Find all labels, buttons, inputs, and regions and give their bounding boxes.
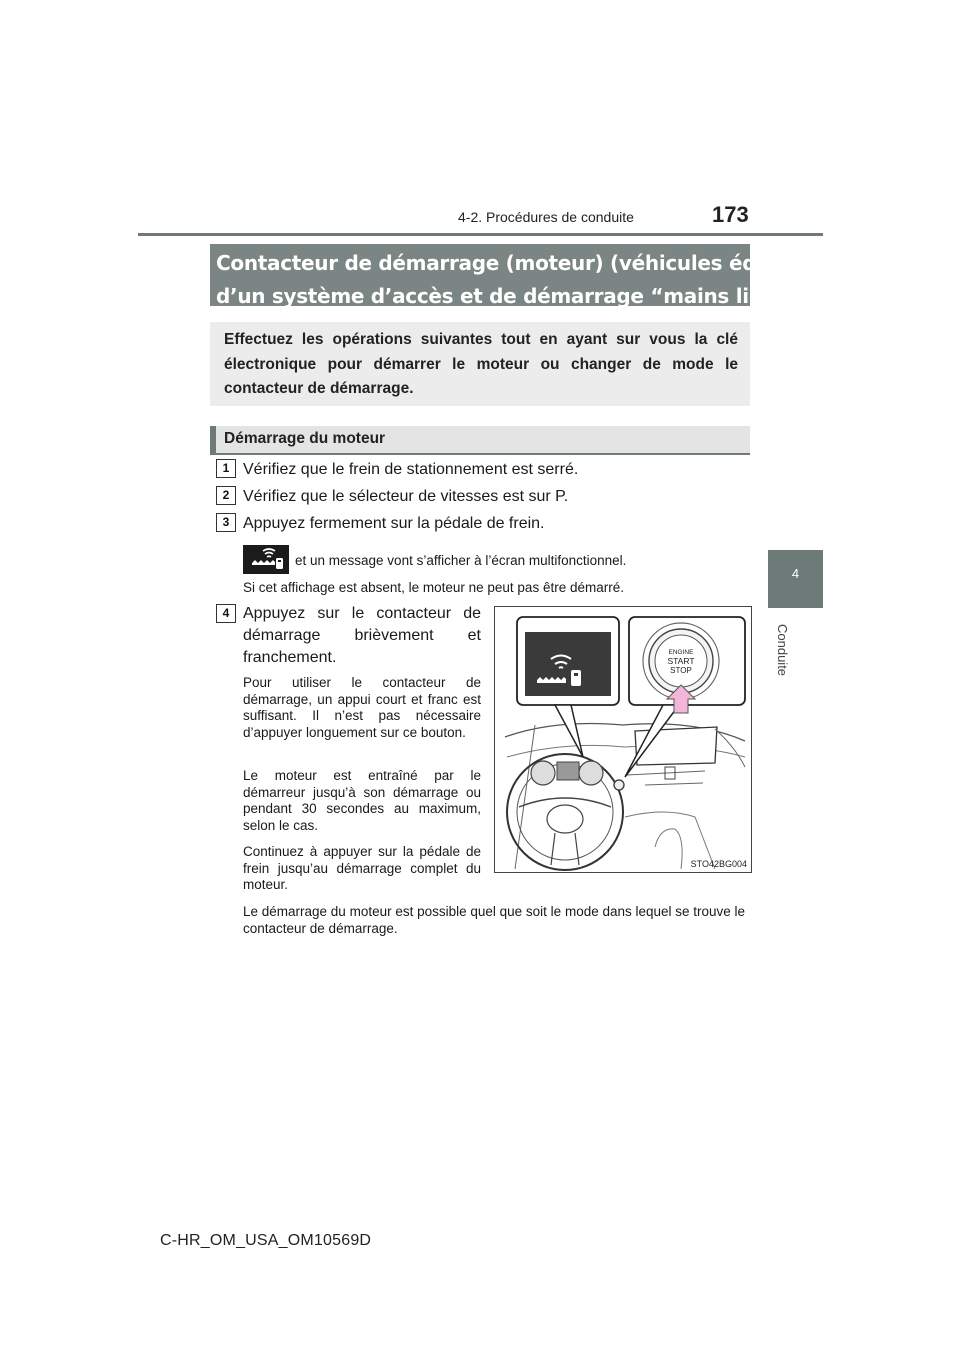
page-title [210, 244, 819, 308]
button-label-start: START [667, 656, 695, 666]
button-label-stop: STOP [670, 666, 692, 675]
step-number-1: 1 [216, 459, 236, 478]
section-title: 4-2. Procédures de conduite [458, 209, 634, 225]
dashboard-drawing [495, 607, 751, 872]
step-text-1: Vérifiez que le frein de stationnement est serré. [243, 461, 579, 478]
figure-caption: STO42BG004 [690, 859, 747, 869]
key-detected-icon [243, 545, 289, 574]
intro-box [210, 322, 750, 406]
page-title-line-1: Contacteur de démarrage (moteur) (véhicules équipés [216, 251, 816, 275]
step4-paragraph-1: Pour utiliser le contacteur de démarrage, un appui court et franc est suffisant. Il n’est pas nécessaire d’appuyer longuement sur ce bouton. [243, 675, 481, 740]
chapter-number: 4 [791, 566, 800, 581]
page-title-line-2: d’un système d’accès et de démarrage “mains libres”) [216, 284, 819, 308]
dashboard-illustration [494, 606, 752, 873]
step-text-4: Appuyez sur le contacteur de démarrage brièvement et franchement. [243, 605, 481, 666]
icon-message-text: et un message vont s’afficher à l’écran multifonctionnel. [295, 553, 627, 568]
step4-paragraph-2: Le moteur est entraîné par le démarreur jusqu’à son démarrage ou pendant 30 secondes au maximum, selon le cas. [243, 768, 481, 833]
step-text-3: Appuyez fermement sur la pédale de frein. [243, 515, 545, 532]
subheading-text: Démarrage du moteur [224, 430, 386, 447]
step-text-2: Vérifiez que le sélecteur de vitesses est sur P. [243, 488, 569, 505]
page-number: 173 [712, 202, 749, 227]
document-code: C-HR_OM_USA_OM10569D [160, 1232, 372, 1249]
subheading [210, 426, 750, 455]
step4-paragraph-3: Continuez à appuyer sur la pédale de frein jusqu’au démarrage complet du moteur. [243, 844, 481, 892]
intro-text: Effectuez les opérations suivantes tout en ayant sur vous la clé électronique pour démarrer le moteur ou changer de mode le contacteur de démarrage. [224, 331, 738, 397]
step-number-4: 4 [216, 604, 236, 623]
button-label-engine: ENGINE [668, 649, 694, 656]
chapter-label: Conduite [775, 624, 790, 677]
chapter-label-container [768, 618, 792, 698]
step-number-3: 3 [216, 513, 236, 532]
final-note: Le démarrage du moteur est possible quel que soit le mode dans lequel se trouve le contacteur de démarrage. [243, 904, 746, 936]
chapter-tab [768, 550, 823, 608]
subheading-bar [210, 426, 216, 453]
step-number-2: 2 [216, 486, 236, 505]
step3-note: Si cet affichage est absent, le moteur ne peut pas être démarré. [243, 580, 624, 595]
header-divider [138, 233, 823, 236]
